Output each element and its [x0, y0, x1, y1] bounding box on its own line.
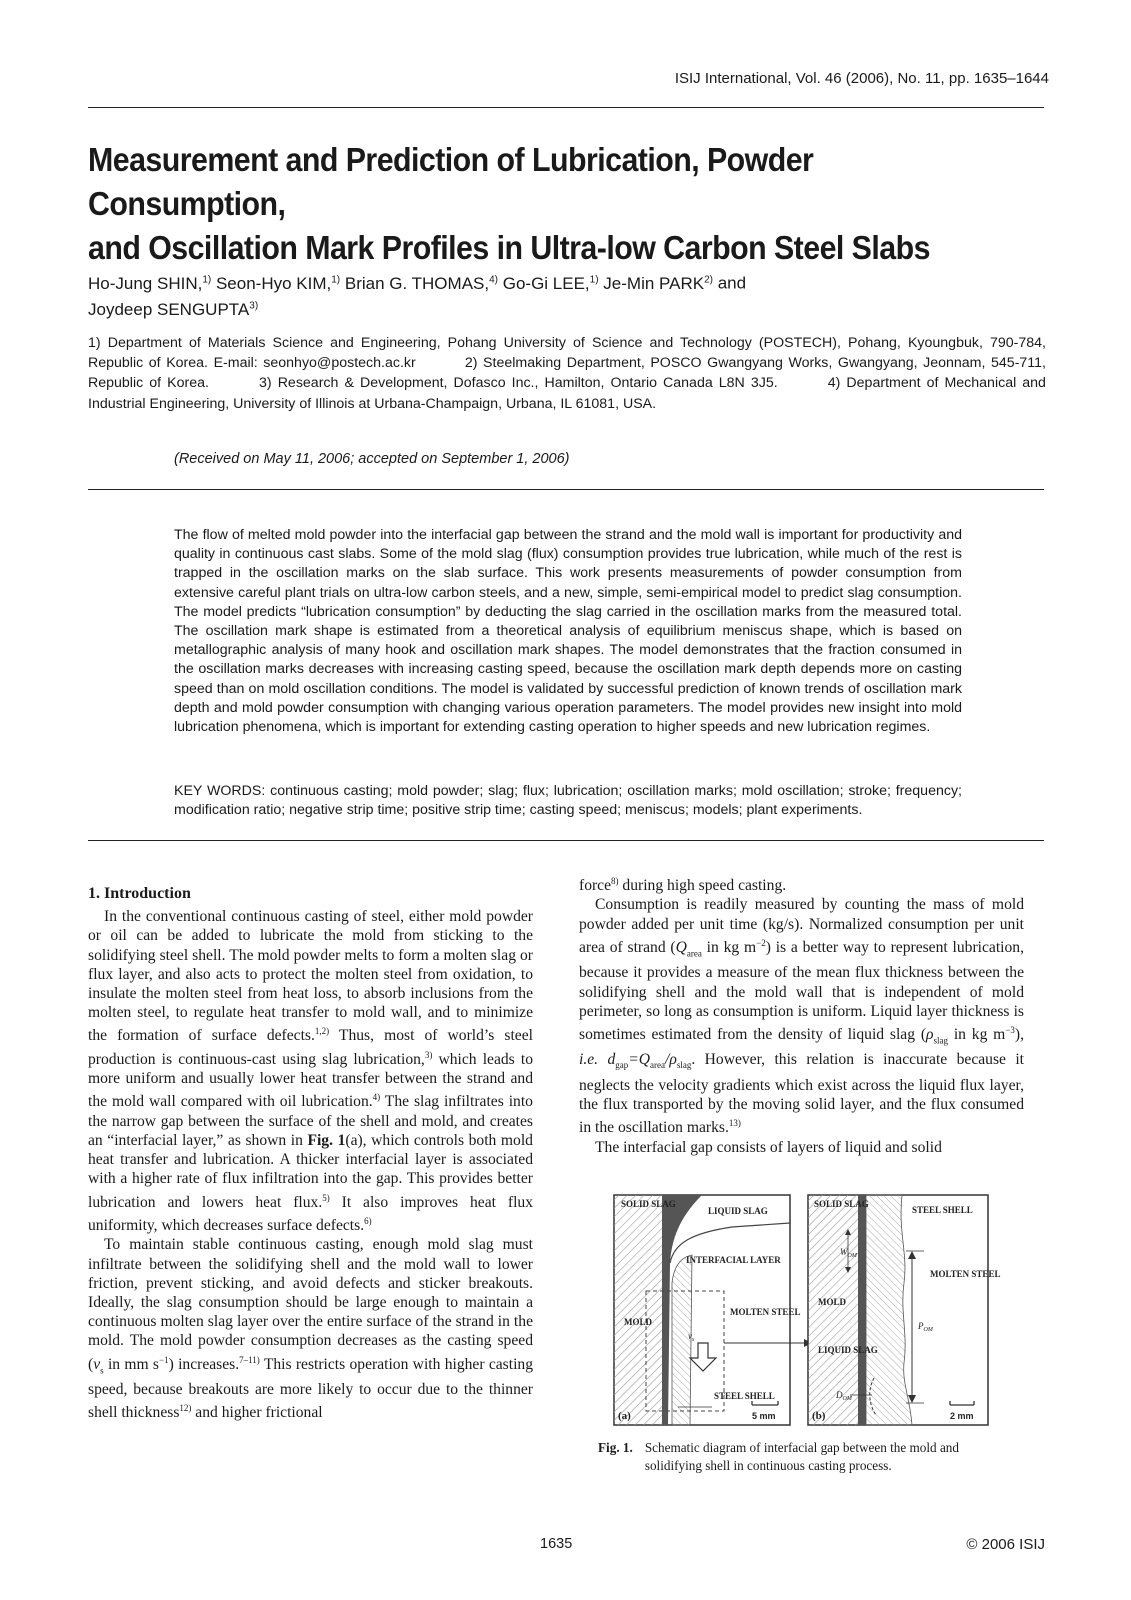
label-solid-slag-b: SOLID SLAG — [814, 1199, 869, 1209]
affiliation-1: 1) Department of Materials Science and Engineering, Pohang University of Science and Technology (POSTECH), Pohang, Kyoungbuk, 790-784, Republic of Korea. E-mail: seonhyo@postech.ac.kr — [88, 335, 1046, 372]
affiliation-4: 4) Department of Mechanical and Industrial Engineering, University of Illinois at Urbana-Champaign, Urbana, IL 61081, USA. — [88, 375, 1046, 412]
author-conjunction: and — [717, 273, 747, 293]
paragraph: force$^{8)}$ during high speed casting. — [579, 876, 787, 895]
left-column — [88, 876, 533, 1423]
author: Ho-Jung SHIN,$^{1)}$ — [88, 273, 212, 293]
paragraph: Consumption is readily measured by counting the mass of mold powder added per unit time (kg/s). Normalized consumption per unit area of strand ($Q_{area}$ in kg $m^{-2}$) is a better way to represent lubrication, because it provides a measure of the mean flux thickness between the solidifying shell and the mold wall that is independent of mold perimeter, so long as consumption is uniform. Liquid layer thickness is sometimes estimated from the density of liquid slag ($\rho_{slag}$ in kg $m^{-3}$), i.e. $d_{gap}=Q_{area}/\rho_{slag}$. However, this relation is inaccurate because it neglects the velocity gradients which exist across the liquid flux layer, the flux transported by the moving solid layer, and the flux consumed in the oscillation marks.$^{13)}$ — [579, 896, 1024, 1137]
affiliation-3: 3) Research & Development, Dofasco Inc., Hamilton, Ontario Canada L8N 3J5. — [259, 375, 778, 392]
label-liquid-slag-b: LIQUID SLAG — [818, 1345, 878, 1355]
author: Go-Gi LEE,$^{1)}$ — [502, 273, 599, 293]
slag-film-b — [858, 1195, 866, 1425]
label-mold-a: MOLD — [624, 1317, 652, 1327]
label-dom: $D_{OM}$ — [836, 1390, 852, 1402]
scale-label-b: 2 mm — [950, 1411, 974, 1421]
author: Je-Min PARK$^{2)}$ — [603, 273, 713, 293]
header-rule — [88, 107, 1044, 108]
figure-1-schematic — [612, 1193, 1001, 1429]
keywords: KEY WORDS: continuous casting; mold powder; slag; flux; lubrication; oscillation marks; mold oscillation; stroke; frequency; modification ratio; negative strip time; positive strip time; casting speed; meniscus; models; plant experiments. — [174, 783, 962, 819]
label-interfacial-layer: INTERFACIAL LAYER — [686, 1255, 781, 1265]
author: Brian G. THOMAS,$^{4)}$ — [344, 273, 498, 293]
panel-label-b: (b) — [812, 1410, 826, 1422]
mold-wall — [614, 1195, 662, 1425]
mold-wall-b — [808, 1195, 858, 1425]
section-heading-introduction: 1. Introduction — [88, 885, 191, 902]
label-steel-shell-a: STEEL SHELL — [714, 1391, 775, 1401]
paper-title — [88, 138, 971, 270]
caption-label: Fig. 1. — [598, 1440, 633, 1455]
title-line-1: Measurement and Prediction of Lubrication, Powder Consumption, — [88, 141, 814, 222]
label-liquid-slag-a: LIQUID SLAG — [708, 1206, 768, 1216]
label-pom: $P_{OM}$ — [918, 1321, 933, 1333]
affiliation-2: 2) Steelmaking Department, POSCO Gwangyang Works, Gwangyang, Jeonnam, 545-711, Republic of Korea. — [88, 355, 1046, 392]
right-column — [579, 872, 1024, 1157]
abstract-top-rule — [88, 489, 1044, 490]
label-molten-steel-b: MOLTEN STEEL — [930, 1269, 1001, 1279]
label-steel-shell-b: STEEL SHELL — [912, 1205, 973, 1215]
abstract-bottom-rule — [88, 840, 1044, 841]
caption-text: Schematic diagram of interfacial gap between the mold and solidifying shell in continuous casting process. — [644, 1440, 959, 1473]
journal-citation: ISIJ International, Vol. 46 (2006), No. 11, pp. 1635–1644 — [674, 70, 1049, 87]
paragraph: In the conventional continuous casting of steel, either mold powder or oil can be added to lubricate the mold from sticking to the solidifying steel shell. The mold powder melts to form a molten slag or flux layer, and also acts to protect the molten steel from oxidation, to insulate the molten steel from heat loss, to absorb inclusions from the molten steel, to regulate heat transfer to mold wall, and to minimize the formation of surface defects.$^{1,2)}$ Thus, most of world’s steel production is continuous-cast using slag lubrication,$^{3)}$ which leads to more uniform and usually lower heat transfer between the strand and the mold wall compared with oil lubrication.$^{4)}$ The slag infiltrates into the narrow gap between the surface of the shell and mold, and creates an “interfacial layer,” as shown in Fig. 1(a), which controls both mold heat transfer and lubrication. A thicker interfacial layer is associated with a higher rate of flux infiltration into the gap. This provides better lubrication and lowers heat flux.$^{5)}$ It also improves heat flux uniformity, which decreases surface defects.$^{6)}$ — [88, 908, 534, 1235]
scale-label-a: 5 mm — [752, 1411, 776, 1421]
copyright: © 2006 ISIJ — [966, 1536, 1045, 1553]
author: Seon-Hyo KIM,$^{1)}$ — [215, 273, 341, 293]
panel-label-a: (a) — [618, 1410, 631, 1422]
abstract-text: The flow of melted mold powder into the interfacial gap between the strand and the mold wall is important for productivity and quality in continuous cast slabs. Some of the mold slag (flux) consumption provides true lubrication, while much of the rest is trapped in the oscillation marks on the slab surface. This work presents measurements of powder consumption from extensive careful plant trials on ultra-low carbon steels, and a new, simple, semi-empirical model to predict slag consumption. The model predicts “lubrication consumption” by deducting the slag carried in the oscillation marks from the measured total. The oscillation mark shape is estimated from a theoretical analysis of equilibrium meniscus shape, which is based on metallographic analysis of many hook and oscillation mark shapes. The model demonstrates that the fraction consumed in the oscillation marks decreases with increasing casting speed, because the oscillation mark depth depends more on casting speed than on mold oscillation conditions. The model is validated by successful prediction of known trends of oscillation mark depth and mold powder consumption with changing various operation parameters. The model provides new insight into mold lubrication phenomena, which is important for extending casting operation to higher speeds and new lubrication regimes. — [174, 527, 962, 736]
author-list — [88, 268, 1048, 321]
received-dates: (Received on May 11, 2006; accepted on September 1, 2006) — [174, 451, 570, 467]
caption-table — [598, 1439, 1018, 1475]
page-number: 1635 — [540, 1536, 573, 1552]
label-wom: $W_{OM}$ — [840, 1247, 857, 1259]
author: Joydeep SENGUPTA$^{3)}$ — [88, 300, 259, 320]
affiliations — [88, 333, 1046, 414]
paragraph: To maintain stable continuous casting, enough mold slag must infiltrate between the solidifying shell and the mold wall to lower friction, prevent sticking, and avoid defects and sticker breakouts. Ideally, the slag consumption should be large enough to maintain a continuous molten slag layer over the entire surface of the strand in the mold. The mold powder consumption decreases as the casting speed ($v_s$ in mm $s^{-1}$) increases.$^{7-11)}$ This restricts operation with higher casting speed, because breakouts are more likely to occur due to the thinner shell thickness$^{12)}$ and higher frictional — [88, 1236, 534, 1422]
label-casting-speed: $v_s$ — [688, 1331, 695, 1343]
label-molten-steel-a: MOLTEN STEEL — [730, 1307, 801, 1317]
paragraph: The interfacial gap consists of layers of liquid and solid — [595, 1138, 942, 1156]
label-solid-slag-a: SOLID SLAG — [621, 1199, 676, 1209]
figure-panel-a — [614, 1195, 812, 1425]
title-line-2: and Oscillation Mark Profiles in Ultra-low Carbon Steel Slabs — [88, 229, 930, 266]
figure-panel-b — [808, 1195, 1000, 1425]
label-mold-b: MOLD — [818, 1297, 846, 1307]
abstract — [174, 526, 962, 737]
figure-1-caption — [598, 1439, 1018, 1475]
